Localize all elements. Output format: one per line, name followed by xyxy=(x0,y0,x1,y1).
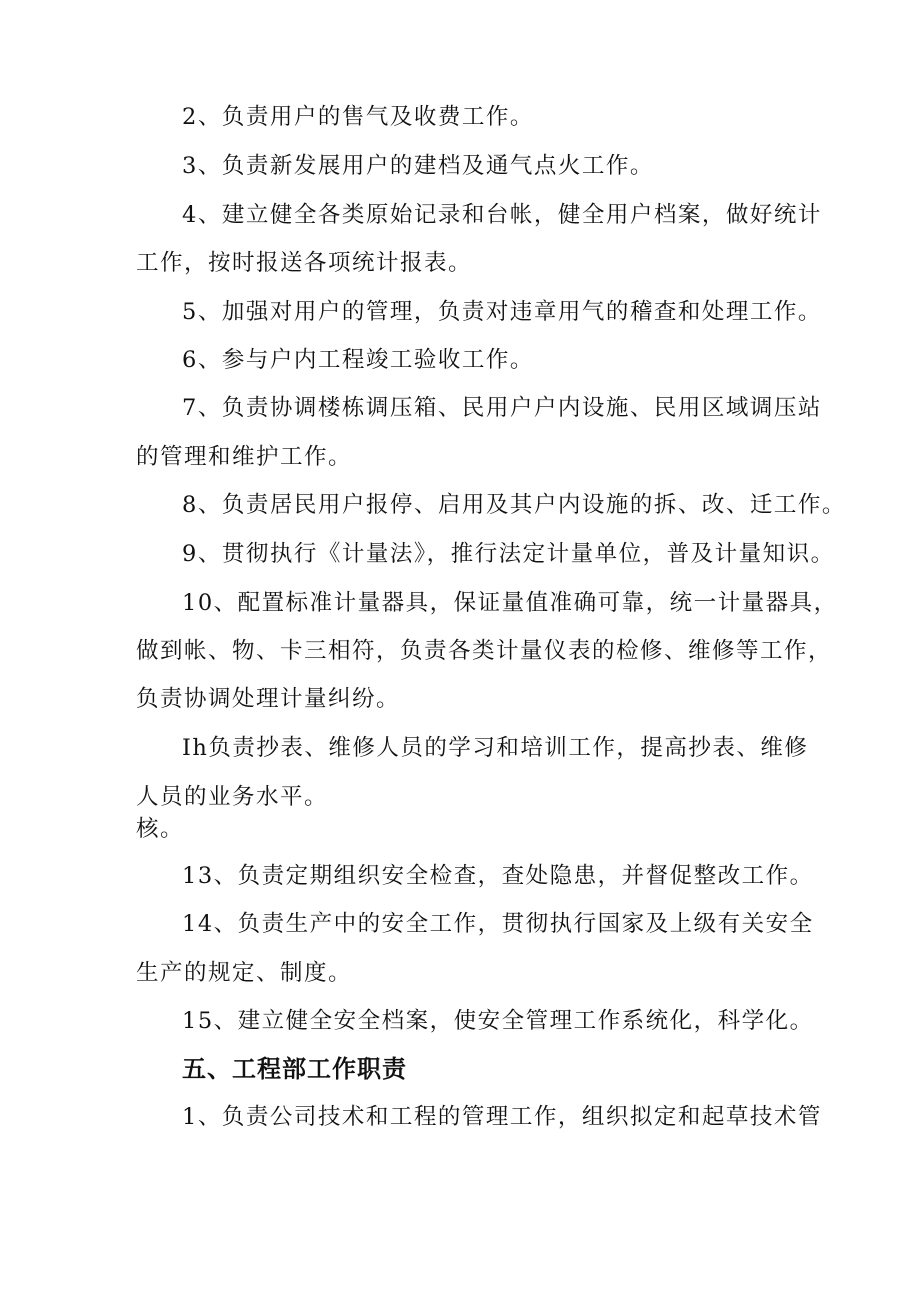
item-10-line-1: 10、配置标准计量器具，保证量值准确可靠，统一计量器具， xyxy=(182,590,838,616)
section-heading: 五、工程部工作职责 xyxy=(182,1055,407,1083)
item-13: 13、负责定期组织安全检查，查处隐患，并督促整改工作。 xyxy=(182,863,814,889)
item-10-line-2: 做到帐、物、卡三相符，负责各类计量仪表的检修、维修等工作， xyxy=(136,638,833,664)
item-3: 3、负责新发展用户的建档及通气点火工作。 xyxy=(182,153,654,179)
fragment-line: 核。 xyxy=(136,816,185,842)
item-11-line-1: Ih负责抄表、维修人员的学习和培训工作，提高抄表、维修 xyxy=(182,735,809,761)
item-4-line-1: 4、建立健全各类原始记录和台帐，健全用户档案，做好统计 xyxy=(182,202,822,228)
item-9: 9、贯彻执行《计量法》，推行法定计量单位，普及计量知识。 xyxy=(182,541,835,567)
item-14-line-2: 生产的规定、制度。 xyxy=(136,960,353,986)
item-11-line-2: 人员的业务水平。 xyxy=(136,784,329,810)
item-7-line-2: 的管理和维护工作。 xyxy=(136,444,353,470)
item-15: 15、建立健全安全档案，使安全管理工作系统化，科学化。 xyxy=(182,1008,814,1034)
item-8: 8、负责居民用户报停、启用及其户内设施的拆、改、迁工作。 xyxy=(182,492,846,518)
section-5-item-1: 1、负责公司技术和工程的管理工作，组织拟定和起草技术管 xyxy=(182,1104,822,1130)
item-7-line-1: 7、负责协调楼栋调压箱、民用户户内设施、民用区域调压站 xyxy=(182,395,822,421)
item-4-line-2: 工作，按时报送各项统计报表。 xyxy=(136,250,473,276)
item-2: 2、负责用户的售气及收费工作。 xyxy=(182,104,534,130)
item-14-line-1: 14、负责生产中的安全工作，贯彻执行国家及上级有关安全 xyxy=(182,911,814,937)
item-6: 6、参与户内工程竣工验收工作。 xyxy=(182,347,534,373)
item-10-line-3: 负责协调处理计量纠纷。 xyxy=(136,686,401,712)
item-5: 5、加强对用户的管理，负责对违章用气的稽查和处理工作。 xyxy=(182,299,822,325)
